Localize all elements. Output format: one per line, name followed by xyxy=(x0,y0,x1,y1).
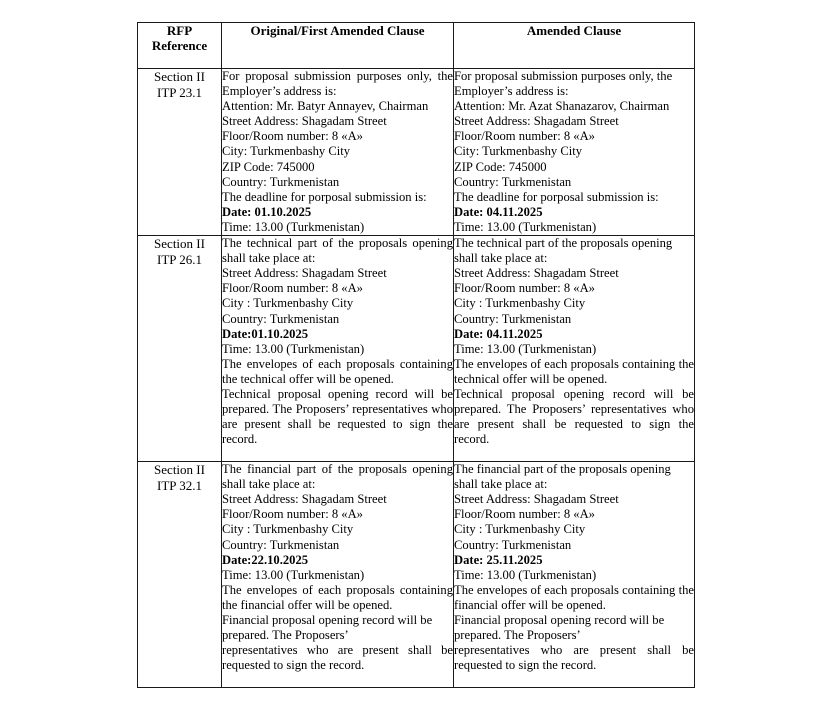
clause-street: Street Address: Shagadam Street xyxy=(454,266,619,281)
clause-city: City: Turkmenbashy City xyxy=(222,144,351,159)
clause-date: Date:01.10.2025 xyxy=(222,326,309,341)
amended-clause-cell xyxy=(454,462,695,688)
table-row xyxy=(138,462,695,688)
clause-date: Date: 01.10.2025 xyxy=(222,204,312,219)
clause-time: Time: 13.00 (Turkmenistan) xyxy=(222,219,365,234)
clause-date: Date:22.10.2025 xyxy=(222,552,309,567)
clause-zip: ZIP Code: 745000 xyxy=(454,159,547,174)
clause-time: Time: 13.00 (Turkmenistan) xyxy=(222,341,365,356)
clause-time: Time: 13.00 (Turkmenistan) xyxy=(222,567,365,582)
clause-intro: The technical part of the proposals opening shall take place at: xyxy=(454,236,673,266)
clause-intro: For proposal submission purposes only, the Employer’s address is: xyxy=(454,69,673,99)
clause-intro: The technical part of the proposals opening shall take place at: xyxy=(222,236,453,266)
reference-itp: ITP 32.1 xyxy=(156,478,203,494)
reference-itp: ITP 23.1 xyxy=(156,85,203,100)
reference-section: Section II xyxy=(154,462,205,478)
clause-country: Country: Turkmenistan xyxy=(454,537,572,552)
clause-zip: ZIP Code: 745000 xyxy=(222,159,315,174)
header-rfp-reference: RFP Reference xyxy=(138,23,222,69)
header-amended-clause: Amended Clause xyxy=(454,23,695,69)
reference-itp: ITP 26.1 xyxy=(156,252,203,268)
clause-country: Country: Turkmenistan xyxy=(222,537,340,552)
clause-envelopes: The envelopes of each proposals containing the technical offer will be opened. xyxy=(454,356,694,386)
clause-city: City : Turkmenbashy City xyxy=(222,296,354,311)
clause-floor: Floor/Room number: 8 «A» xyxy=(454,281,595,296)
rfp-reference-cell xyxy=(138,236,222,462)
clause-floor: Floor/Room number: 8 «A» xyxy=(454,507,595,522)
table-row xyxy=(138,236,695,462)
clause-city: City: Turkmenbashy City xyxy=(454,144,583,159)
clause-street: Street Address: Shagadam Street xyxy=(222,492,387,507)
clause-country: Country: Turkmenistan xyxy=(222,174,340,189)
clause-floor: Floor/Room number: 8 «A» xyxy=(222,507,363,522)
clause-record: Technical proposal opening record will be prepared. The Proposers’ representatives who are present shall be requested to sign the record. xyxy=(222,386,453,447)
clause-floor: Floor/Room number: 8 «A» xyxy=(222,281,363,296)
clause-attention: Attention: Mr. Batyr Annayev, Chairman xyxy=(222,99,429,114)
clause-floor: Floor/Room number: 8 «A» xyxy=(222,129,363,144)
clause-envelopes: The envelopes of each proposals containing the financial offer will be opened. xyxy=(454,582,694,612)
amended-clause-cell xyxy=(454,69,695,236)
clause-street: Street Address: Shagadam Street xyxy=(454,492,619,507)
clause-city: City : Turkmenbashy City xyxy=(222,522,354,537)
original-clause-cell xyxy=(222,462,454,688)
clause-record: Technical proposal opening record will be prepared. The Proposers’ representatives who are present shall be requested to sign the record. xyxy=(454,386,694,447)
rfp-amendment-table xyxy=(137,22,695,688)
clause-time: Time: 13.00 (Turkmenistan) xyxy=(454,341,597,356)
reference-section: Section II xyxy=(154,236,205,252)
amended-clause-cell xyxy=(454,236,695,462)
original-clause-cell xyxy=(222,69,454,236)
clause-deadline: The deadline for porposal submission is: xyxy=(222,189,427,204)
clause-date: Date: 04.11.2025 xyxy=(454,326,543,341)
clause-record-part2: representatives who are present shall be requested to sign the record. xyxy=(454,643,694,673)
clause-date: Date: 04.11.2025 xyxy=(454,204,543,219)
clause-city: City : Turkmenbashy City xyxy=(454,522,586,537)
clause-floor: Floor/Room number: 8 «A» xyxy=(454,129,595,144)
original-clause-cell xyxy=(222,236,454,462)
reference-section: Section II xyxy=(154,69,205,84)
rfp-reference-cell xyxy=(138,69,222,236)
rfp-reference-cell xyxy=(138,462,222,688)
table-header-row xyxy=(138,23,695,69)
clause-attention: Attention: Mr. Azat Shanazarov, Chairman xyxy=(454,99,670,114)
clause-intro: The financial part of the proposals opening shall take place at: xyxy=(454,462,671,492)
clause-envelopes: The envelopes of each proposals containing the financial offer will be opened. xyxy=(222,582,453,612)
clause-date: Date: 25.11.2025 xyxy=(454,552,543,567)
clause-record-part1: Financial proposal opening record will be prepared. The Proposers’ xyxy=(454,612,665,643)
clause-street: Street Address: Shagadam Street xyxy=(222,114,387,129)
table-row xyxy=(138,69,695,236)
header-original-clause: Original/First Amended Clause xyxy=(222,23,454,69)
clause-country: Country: Turkmenistan xyxy=(454,311,572,326)
clause-time: Time: 13.00 (Turkmenistan) xyxy=(454,219,597,234)
clause-envelopes: The envelopes of each proposals containing the technical offer will be opened. xyxy=(222,356,453,386)
clause-city: City : Turkmenbashy City xyxy=(454,296,586,311)
clause-street: Street Address: Shagadam Street xyxy=(222,266,387,281)
clause-country: Country: Turkmenistan xyxy=(454,174,572,189)
clause-country: Country: Turkmenistan xyxy=(222,311,340,326)
clause-intro: The financial part of the proposals opening shall take place at: xyxy=(222,462,453,492)
clause-record-part2: representatives who are present shall be requested to sign the record. xyxy=(222,643,453,673)
clause-intro: For proposal submission purposes only, the Employer’s address is: xyxy=(222,69,453,99)
clause-time: Time: 13.00 (Turkmenistan) xyxy=(454,567,597,582)
clause-street: Street Address: Shagadam Street xyxy=(454,114,619,129)
clause-record-part1: Financial proposal opening record will be prepared. The Proposers’ xyxy=(222,612,433,643)
clause-deadline: The deadline for porposal submission is: xyxy=(454,189,659,204)
